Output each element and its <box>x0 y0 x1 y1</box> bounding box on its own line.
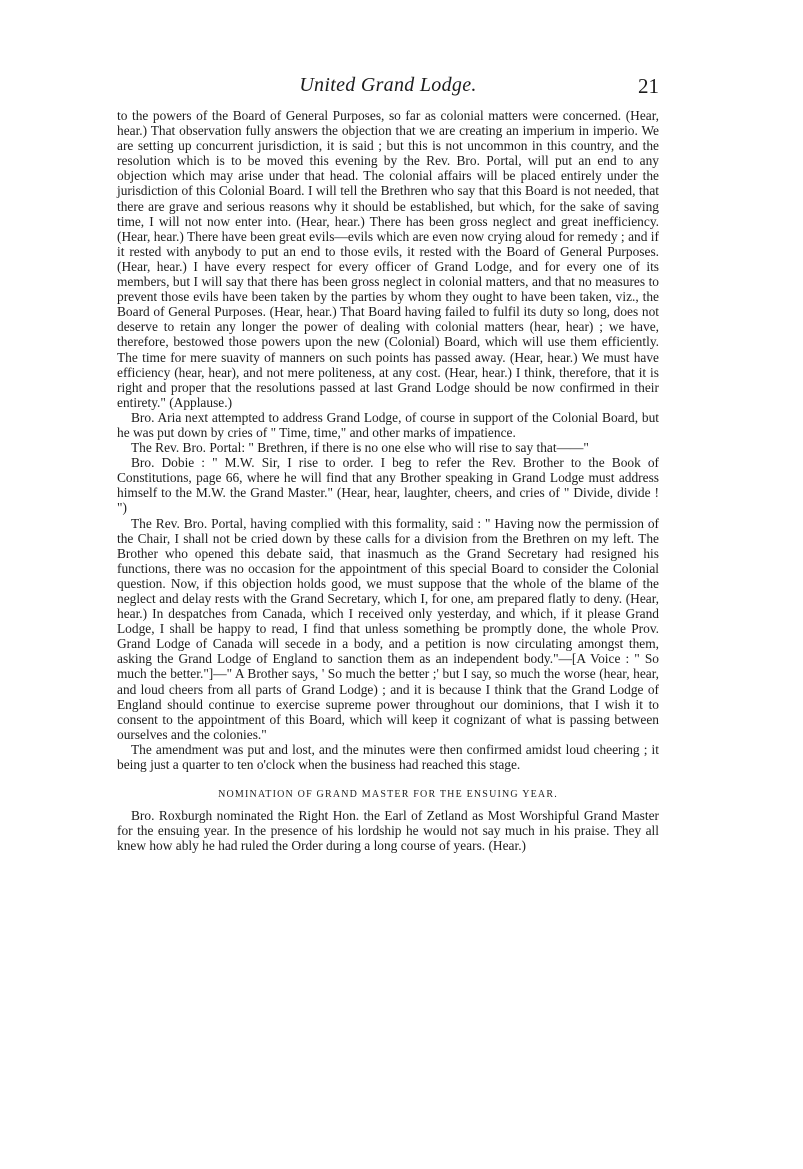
paragraph-5: The Rev. Bro. Portal, having complied with this formality, said : " Having now the permission of the Chair, I shall not be cried down by these calls for a division from the Brethren on my left. The Brother who opened this debate said, that inasmuch as the Grand Secretary had resigned his functions, there was no occasion for the appointment of this special Board to consider the Colonial question. Now, if this objection holds good, we must suppose that the whole of the blame of the neglect and delay rests with the Grand Secretary, which I, for one, am prepared flatly to deny. (Hear, hear.) In despatches from Canada, which I received only yesterday, and which, if it please Grand Lodge, I shall be happy to read, I find that unless something be promptly done, the whole Prov. Grand Lodge of Canada will secede in a body, and a petition is now circulating amongst them, asking the Grand Lodge of England to sanction them as an independent body."—[A Voice : " So much the better."]—" A Brother says, ' So much the better ;' but I say, so much the worse (hear, hear, and loud cheers from all parts of Grand Lodge) ; and it is because I think that the Grand Lodge of England should continue to exercise supreme power throughout our dominions, that I wish it to consent to the appointment of this Board, which will keep it cognizant of what is passing between ourselves and the colonies." <box>117 515 659 742</box>
page-header <box>117 74 659 108</box>
paragraph-3: The Rev. Bro. Portal: " Brethren, if there is no one else who will rise to say that——" <box>131 440 589 456</box>
document-page <box>117 74 659 853</box>
running-title: United Grand Lodge. <box>299 74 477 96</box>
section-heading: NOMINATION OF GRAND MASTER FOR THE ENSUING YEAR. <box>218 789 558 801</box>
paragraph-2: Bro. Aria next attempted to address Grand Lodge, of course in support of the Colonial Board, but he was put down by cries of " Time, time," and other marks of impatience. <box>117 409 659 440</box>
section-paragraph: Bro. Roxburgh nominated the Right Hon. the Earl of Zetland as Most Worshipful Grand Master for the ensuing year. In the presence of his lordship he would not say much in his praise. They all knew how ably he had ruled the Order during a long course of years. (Hear.) <box>117 808 659 854</box>
paragraph-1: to the powers of the Board of General Purposes, so far as colonial matters were concerned. (Hear, hear.) That observation fully answers the objection that we are creating an imperium in imperio. We are setting up concurrent jurisdiction, it is said ; but this is not uncommon in this country, and the resolution which is to be moved this evening by the Rev. Bro. Portal, will put an end to any objection which may arise under that head. The colonial affairs will be placed entirely under the jurisdiction of this Colonial Board. I will tell the Brethren who say that this Board is not needed, that there are grave and serious reasons why it should be established, but which, for the sake of saving time, I will not now enter into. (Hear, hear.) There has been gross neglect and great inefficiency. (Hear, hear.) There have been great evils—evils which are even now crying aloud for remedy ; and if it rested with anybody to put an end to those evils, it rested with the Board of General Purposes. (Hear, hear.) I have every respect for every officer of Grand Lodge, and for every one of its members, but I will say that there has been gross neglect in colonial matters, and that no measures to prevent those evils have been taken by the parties by whom they ought to have been taken, viz., the Board of General Purposes. (Hear, hear.) That Board having failed to fulfil its duty so long, does not deserve to retain any longer the power of dealing with colonial matters (hear, hear) ; we have, therefore, bestowed those powers upon the new (Colonial) Board, which will use them efficiently. The time for mere suavity of manners on such points has passed away. (Hear, hear.) We must have efficiency (hear, hear), and not mere politeness, at any cost. (Hear, hear.) I think, therefore, that it is right and proper that the resolutions passed at last Grand Lodge should be now confirmed in their entirety." (Applause.) <box>117 108 659 410</box>
page-number: 21 <box>638 74 659 98</box>
paragraph-4: Bro. Dobie : " M.W. Sir, I rise to order. I beg to refer the Rev. Brother to the Book of Constitutions, page 66, where he will find that any Brother speaking in Grand Lodge must address himself to the M.W. the Grand Master." (Hear, hear, laughter, cheers, and cries of " Divide, divide ! ") <box>117 455 659 516</box>
paragraph-6: The amendment was put and lost, and the minutes were then confirmed amidst loud cheering ; it being just a quarter to ten o'clock when the business had reached this stage. <box>117 741 659 773</box>
article-body <box>117 108 659 853</box>
